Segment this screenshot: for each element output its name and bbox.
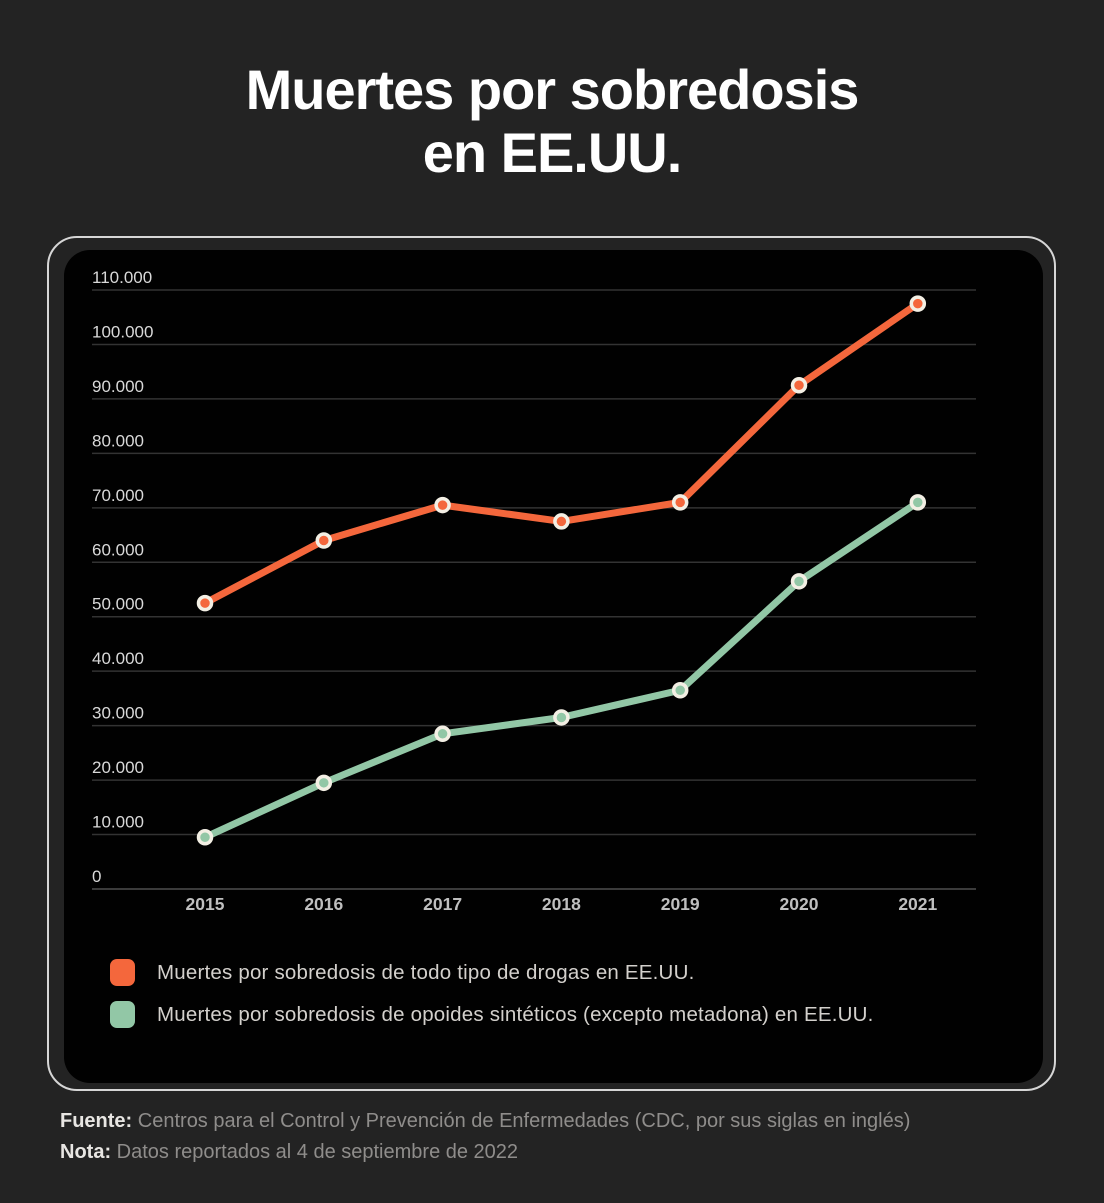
y-tick-label-80000: 80.000 (92, 431, 144, 451)
point-synthetic-opioids-2015 (199, 831, 212, 844)
chart-legend (64, 959, 1043, 1028)
y-tick-label-90000: 90.000 (92, 376, 144, 396)
page-title-line1: Muertes por sobredosis (245, 58, 859, 121)
y-tick-label-60000: 60.000 (92, 540, 144, 560)
legend-swatch-all-drugs (110, 959, 135, 986)
note-line (60, 1137, 910, 1168)
chart-card (64, 250, 1043, 1083)
x-tick-label-2019: 2019 (660, 894, 700, 914)
y-tick-label-110000: 110.000 (92, 268, 153, 287)
note-label: Nota: (60, 1141, 112, 1163)
chart-outer-card (47, 236, 1056, 1091)
source-text: Centros para el Control y Prevención de Enfermedades (CDC, por sus siglas en inglés) (137, 1110, 911, 1132)
y-tick-label-20000: 20.000 (92, 758, 144, 778)
x-tick-label-2017: 2017 (423, 894, 463, 914)
point-all-drugs-2019 (674, 496, 687, 509)
point-all-drugs-2017 (436, 499, 449, 512)
line-synthetic-opioids (205, 502, 918, 837)
y-tick-label-50000: 50.000 (92, 594, 144, 614)
y-tick-label-70000: 70.000 (92, 485, 144, 505)
legend-item-all-drugs (110, 959, 1043, 986)
x-tick-label-2020: 2020 (779, 894, 819, 914)
y-tick-label-100000: 100.000 (92, 322, 154, 342)
page-title (0, 0, 1104, 184)
point-synthetic-opioids-2020 (793, 575, 806, 588)
point-synthetic-opioids-2021 (911, 496, 924, 509)
page-title-line2: en EE.UU. (422, 121, 682, 184)
x-tick-label-2018: 2018 (541, 894, 581, 914)
point-all-drugs-2018 (555, 515, 568, 528)
chart-footer (60, 1106, 910, 1168)
legend-label-synthetic-opioids: Muertes por sobredosis de opoides sintéticos (excepto metadona) en EE.UU. (157, 1002, 874, 1026)
y-tick-label-30000: 30.000 (92, 703, 144, 723)
source-line (60, 1106, 910, 1137)
x-tick-label-2015: 2015 (185, 894, 225, 914)
point-all-drugs-2021 (911, 297, 924, 310)
note-text: Datos reportados al 4 de septiembre de 2022 (116, 1141, 519, 1163)
point-all-drugs-2020 (793, 379, 806, 392)
y-tick-label-10000: 10.000 (92, 812, 144, 832)
x-tick-label-2021: 2021 (898, 894, 938, 914)
line-chart (64, 250, 1043, 922)
legend-item-synthetic-opioids (110, 1001, 1043, 1028)
x-tick-label-2016: 2016 (304, 894, 344, 914)
y-tick-label-0: 0 (92, 867, 102, 886)
source-label: Fuente: (60, 1110, 133, 1132)
legend-swatch-synthetic-opioids (110, 1001, 135, 1028)
point-synthetic-opioids-2019 (674, 684, 687, 697)
point-synthetic-opioids-2018 (555, 711, 568, 724)
point-all-drugs-2015 (199, 597, 212, 610)
legend-label-all-drugs: Muertes por sobredosis de todo tipo de drogas en EE.UU. (157, 960, 695, 984)
point-synthetic-opioids-2016 (317, 776, 330, 789)
point-all-drugs-2016 (317, 534, 330, 547)
y-tick-label-40000: 40.000 (92, 649, 144, 669)
point-synthetic-opioids-2017 (436, 727, 449, 740)
